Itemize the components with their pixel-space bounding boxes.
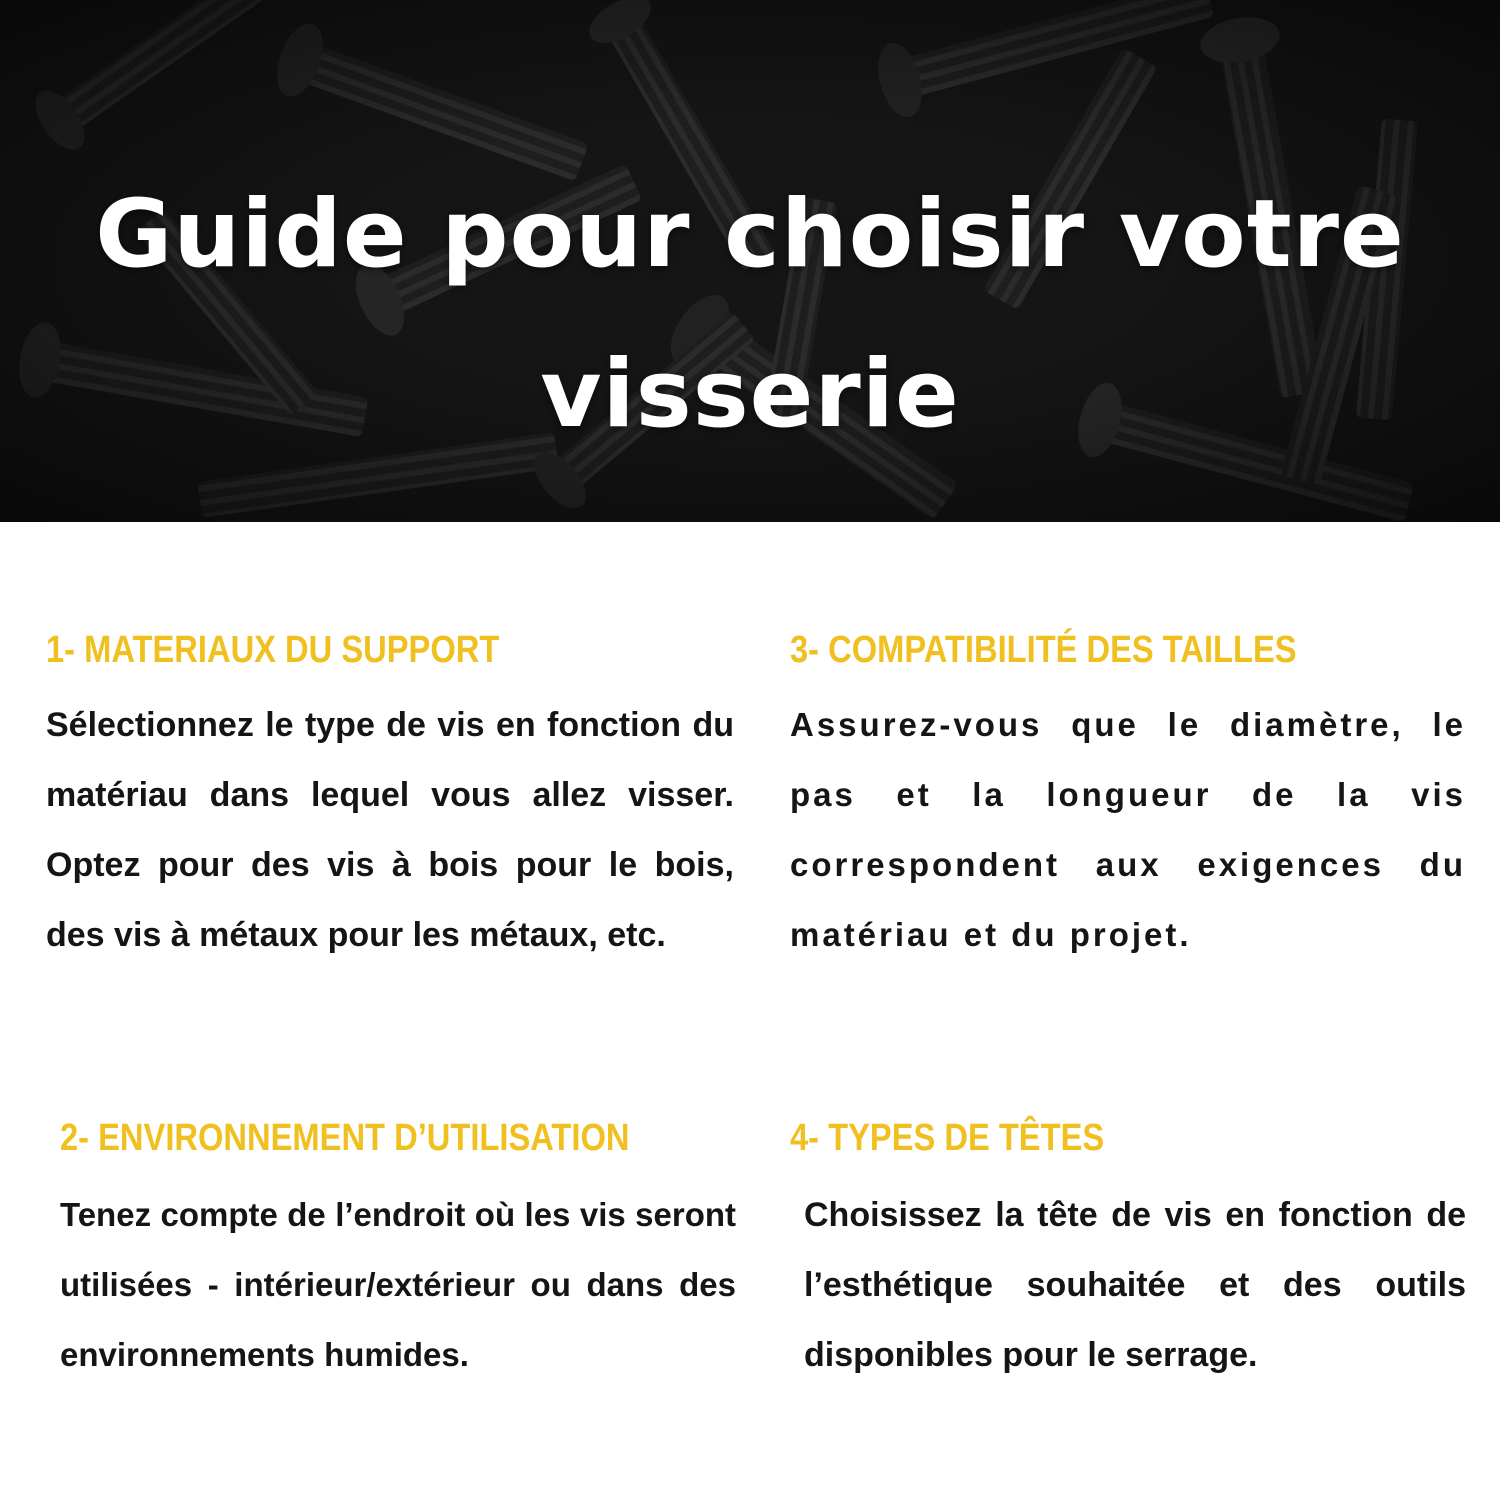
section-heading: 4- TYPES DE TÊTES: [790, 1117, 1105, 1159]
section-heading: 3- COMPATIBILITÉ DES TAILLES: [790, 629, 1297, 671]
section-heading: 2- ENVIRONNEMENT D’UTILISATION: [60, 1117, 630, 1159]
page-title: [0, 155, 1500, 475]
section-usage-environment: [60, 1116, 736, 1390]
page-title-line1: Guide pour choisir votre: [95, 180, 1405, 289]
section-support-materials: [46, 628, 734, 970]
section-body: Sélectionnez le type de vis en fonction du matériau dans lequel vous allez visser. Optez pour des vis à bois pour le bois, des vis à métaux pour les métaux, etc.: [46, 706, 734, 954]
hero-banner: [0, 0, 1500, 522]
section-body: Tenez compte de l’endroit où les vis seront utilisées - intérieur/extérieur ou dans des environnements humides.: [60, 1196, 736, 1373]
section-body: Choisissez la tête de vis en fonction de l’esthétique souhaitée et des outils disponibles pour le serrage.: [804, 1196, 1466, 1374]
section-size-compatibility: [790, 628, 1466, 970]
page-title-line2: visserie: [540, 340, 960, 449]
section-head-types: [790, 1116, 1466, 1390]
section-body: Assurez-vous que le diamètre, le pas et la longueur de la vis correspondent aux exigences du matériau et du projet.: [790, 706, 1466, 953]
section-heading: 1- MATERIAUX DU SUPPORT: [46, 629, 500, 671]
